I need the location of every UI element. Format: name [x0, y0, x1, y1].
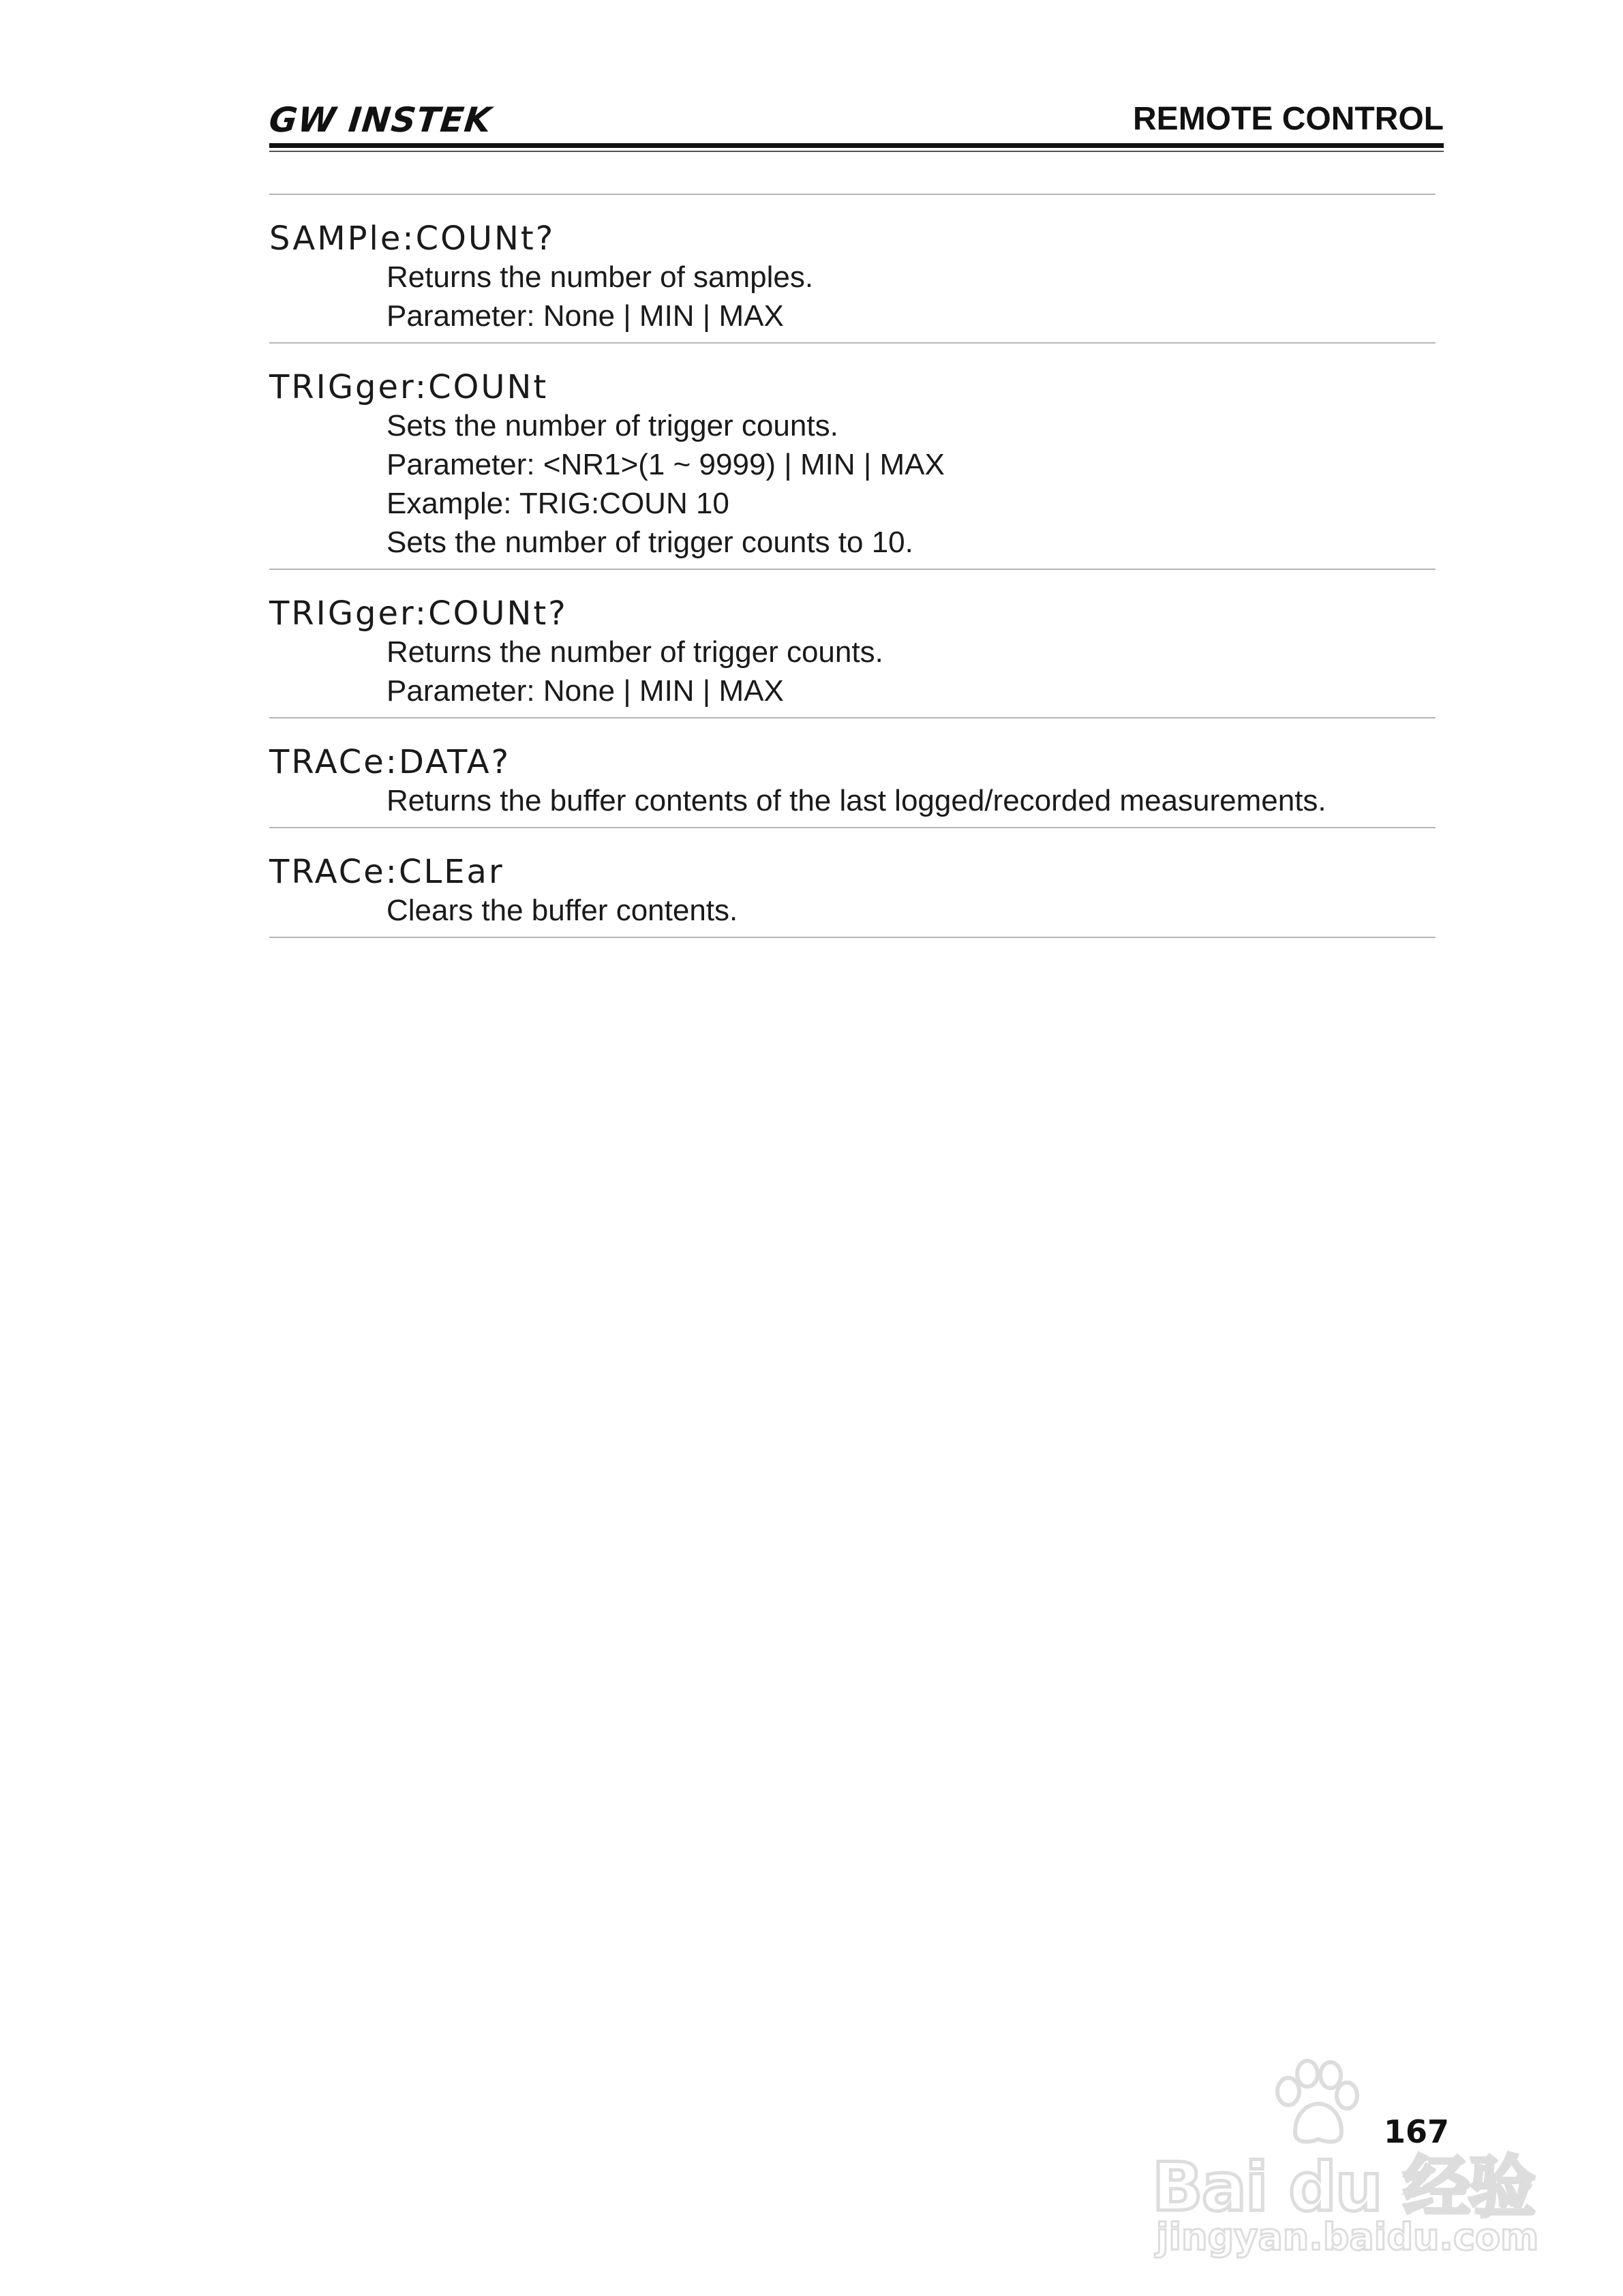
command-parameter: Parameter: None | MIN | MAX	[386, 299, 784, 333]
command-entry	[269, 719, 1436, 827]
command-entry	[269, 828, 1436, 937]
brand-logo: GW INSTEK	[267, 100, 494, 140]
command-parameter: Parameter: <NR1>(1 ~ 9999) | MIN | MAX	[386, 448, 945, 481]
command-description: Sets the number of trigger counts.	[386, 409, 838, 442]
command-list	[269, 194, 1436, 938]
command-entry	[269, 570, 1436, 717]
page-number: 167	[1384, 2113, 1450, 2150]
command-name: TRIGger:COUNt	[269, 368, 549, 406]
command-name: SAMPle:COUNt?	[269, 220, 556, 258]
command-name: TRIGger:COUNt?	[269, 594, 568, 633]
command-description: Clears the buffer contents.	[386, 894, 738, 927]
watermark-url: jingyan.baidu.com	[1156, 2216, 1539, 2259]
command-example: Example: TRIG:COUN 10	[386, 487, 729, 520]
command-description: Returns the number of trigger counts.	[386, 635, 883, 669]
command-name: TRACe:DATA?	[269, 743, 511, 781]
command-name: TRACe:CLEar	[269, 853, 504, 891]
command-description: Returns the number of samples.	[386, 260, 814, 294]
command-example-note: Sets the number of trigger counts to 10.	[386, 526, 913, 559]
command-parameter: Parameter: None | MIN | MAX	[386, 674, 784, 708]
section-title: REMOTE CONTROL	[1133, 101, 1444, 137]
header-rule-thin	[269, 151, 1444, 152]
command-description: Returns the buffer contents of the last logged/recorded measurements.	[386, 784, 1326, 817]
divider	[269, 937, 1436, 938]
watermark-brand: Bai du 经验	[1152, 2149, 1534, 2226]
header-rule	[269, 143, 1444, 148]
command-entry	[269, 195, 1436, 342]
command-entry	[269, 344, 1436, 569]
watermark	[1152, 2059, 1539, 2263]
